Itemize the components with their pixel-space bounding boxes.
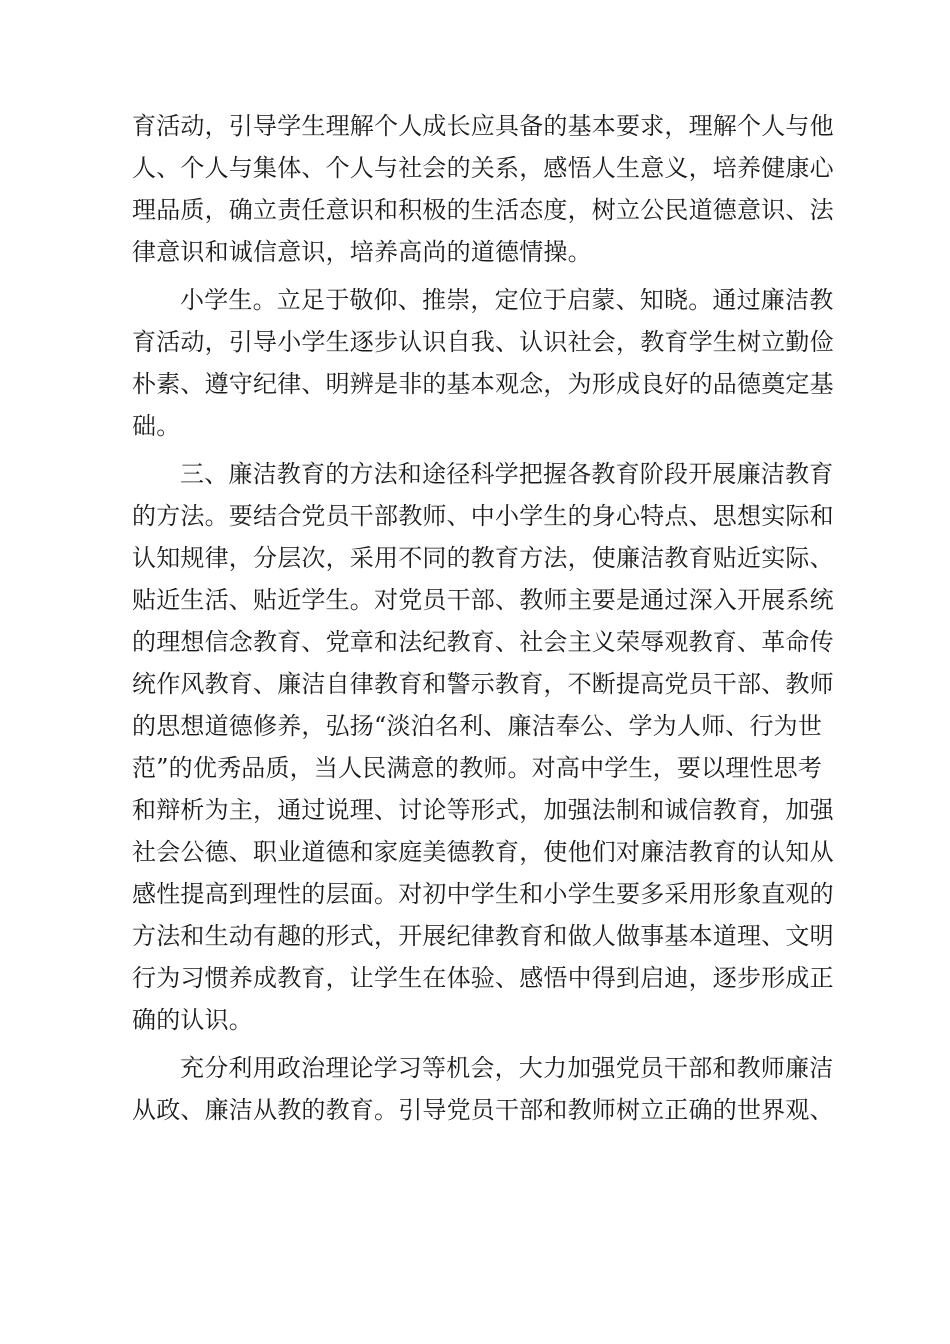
text-line: 人、个人与集体、个人与社会的关系，感悟人生意义，培养健康心	[132, 154, 834, 182]
text-line: 贴近生活、贴近学生。对党员干部、教师主要是通过深入开展系统	[132, 586, 834, 614]
text-line: 的理想信念教育、党章和法纪教育、社会主义荣辱观教育、革命传	[132, 628, 834, 656]
text-line: 从政、廉洁从教的教育。引导党员干部和教师树立正确的世界观、	[132, 1096, 834, 1124]
paragraph-4	[132, 1047, 834, 1131]
text-line: 行为习惯养成教育，让学生在体验、感悟中得到启迪，逐步形成正	[132, 964, 834, 992]
text-line: 和辩析为主，通过说理、讨论等形式，加强法制和诚信教育，加强	[132, 796, 834, 824]
text-line: 范”的优秀品质，当人民满意的教师。对高中学生，要以理性思考	[132, 754, 823, 782]
text-line: 感性提高到理性的层面。对初中学生和小学生要多采用形象直观的	[132, 880, 834, 908]
text-line: 三、廉洁教育的方法和途径科学把握各教育阶段开展廉洁教育	[180, 460, 834, 488]
text-line: 小学生。立足于敬仰、推崇，定位于启蒙、知晓。通过廉洁教	[180, 286, 834, 314]
paragraph-3	[132, 453, 834, 1041]
document-body	[132, 105, 834, 1131]
text-line: 理品质，确立责任意识和积极的生活态度，树立公民道德意识、法	[132, 196, 834, 224]
text-line: 育活动，引导学生理解个人成长应具备的基本要求，理解个人与他	[132, 112, 834, 140]
text-line: 育活动，引导小学生逐步认识自我、认识社会，教育学生树立勤俭	[132, 328, 834, 356]
text-line: 社会公德、职业道德和家庭美德教育，使他们对廉洁教育的认知从	[132, 838, 834, 866]
paragraph-2	[132, 279, 834, 447]
text-line: 认知规律，分层次，采用不同的教育方法，使廉洁教育贴近实际、	[132, 544, 834, 572]
text-line: 的方法。要结合党员干部教师、中小学生的身心特点、思想实际和	[132, 502, 834, 530]
text-line: 方法和生动有趣的形式，开展纪律教育和做人做事基本道理、文明	[132, 922, 834, 950]
text-line: 朴素、遵守纪律、明辨是非的基本观念，为形成良好的品德奠定基	[132, 370, 834, 398]
text-line: 统作风教育、廉洁自律教育和警示教育，不断提高党员干部、教师	[132, 670, 834, 698]
text-line: 的思想道德修养，弘扬“淡泊名利、廉洁奉公、学为人师、行为世	[132, 712, 823, 740]
paragraph-1	[132, 105, 834, 273]
text-line: 础。	[132, 412, 181, 440]
text-line: 确的认识。	[132, 1006, 253, 1034]
text-line: 律意识和诚信意识，培养高尚的道德情操。	[132, 238, 592, 266]
text-line: 充分利用政治理论学习等机会，大力加强党员干部和教师廉洁	[180, 1054, 834, 1082]
